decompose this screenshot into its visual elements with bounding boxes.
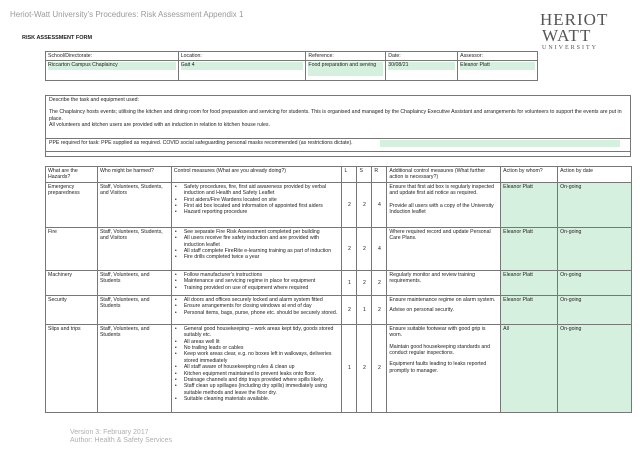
control-item: • First aid box located and information of appointed first aiders [174,203,340,209]
control-item: • All staff aware of housekeeping rules & clean up [174,364,340,370]
control-item: • Follow manufacturer's instructions [174,272,340,278]
by-cell[interactable]: Eleanor Platt [501,182,558,227]
task-description-text: The Chaplaincy hosts events; utilising the kitchen and dining room for food preparation and servicing for students. This is organised and managed by the Chaplaincy Executive Assistant and arrangements for volunteers to support the events are put in place. [49,109,622,122]
value-assessor[interactable] [458,61,538,81]
additional-cell [387,227,501,270]
header-additional: Additional control measures (What further action is necessary?) [387,167,501,183]
ppe-text: PPE required for task: PPE supplied as required. COVID social safeguarding personal masks recommended (as restrictions dictate). [49,140,353,146]
s-cell: 2 [357,227,372,270]
school-field[interactable]: Riccarton Campus Chaplaincy [48,62,176,70]
control-item: • All doors and offices securely locked and alarm system fitted [174,297,340,303]
value-reference[interactable] [306,61,386,81]
control-item: • All areas well lit [174,339,340,345]
hazard-cell: Emergency preparedness [46,182,98,227]
ppe-field[interactable] [380,140,620,147]
header-l: L [342,167,357,183]
label-assessor: Assessor: [458,52,538,61]
control-item: • Keep work areas clear, e.g. no boxes left in walkways, deliveries stored immediately [174,351,340,364]
who-cell: Staff, Volunteers, Students, and Visitors [97,182,171,227]
footer-author: Author: Health & Safety Services [70,437,172,444]
label-reference: Reference: [306,52,386,61]
risk-table [45,166,632,413]
heriot-watt-logo [540,12,632,52]
date-cell[interactable]: On-going [558,324,632,412]
date-cell[interactable]: On-going [558,227,632,270]
s-cell: 2 [357,182,372,227]
logo-line-2: WATT [542,26,592,45]
s-cell: 1 [357,295,372,324]
hazard-cell: Slips and trips [46,324,98,412]
l-cell: 1 [342,324,357,412]
logo-line-1: HERIOT [540,10,609,29]
table-row [46,227,632,270]
form-title: RISK ASSESSMENT FORM [22,35,93,41]
document-footer [70,429,172,445]
control-item: • Personal items, bags, purse, phone etc. should be securely stored. [174,310,340,316]
l-cell: 1 [342,270,357,295]
control-item: • Suitable cleaning materials available. [174,396,340,402]
control-item: • Kitchen equipment maintained to prevent leaks onto floor. [174,371,340,377]
r-cell: 4 [372,182,387,227]
table-row [46,324,632,412]
additional-item: Ensure that first aid box is regularly inspected and update first aid notice as required. [389,183,495,197]
l-cell: 2 [342,295,357,324]
controls-cell [171,182,342,227]
who-cell: Staff, Volunteers, and Students [97,295,171,324]
table-row [46,295,632,324]
who-cell: Staff, Volunteers, and Students [97,270,171,295]
control-item: • Safety procedures, fire, first aid awareness provided by verbal induction and Health and Safety Leaflet [174,184,340,197]
additional-cell [387,182,501,227]
date-cell[interactable]: On-going [558,270,632,295]
date-cell[interactable]: On-going [558,295,632,324]
document-header: Heriot-Watt University’s Procedures: Risk Assessment Appendix 1 [10,10,244,19]
control-item: • General good housekeeping – work areas kept tidy, goods stored suitably etc. [174,326,340,339]
logo-line-3: UNIVERSITY [542,45,598,51]
control-item: • Training provided on use of equipment where required [174,285,340,291]
r-cell: 2 [372,295,387,324]
header-s: S [357,167,372,183]
header-hazards: What are the Hazards? [46,167,98,183]
control-item: • Maintenance and servicing regime in place for equipment [174,278,340,284]
control-item: • All users receive fire safety induction and are provided with induction leaflet [174,235,340,248]
additional-cell [387,295,501,324]
label-school: School/Directorate: [46,52,179,61]
additional-item: Provide all users with a copy of the University Induction leaflet [389,202,494,216]
s-cell: 2 [357,324,372,412]
l-cell: 2 [342,182,357,227]
by-cell[interactable]: Eleanor Platt [501,270,558,295]
meta-table [45,51,538,81]
hazard-cell: Machinery [46,270,98,295]
controls-cell [171,295,342,324]
hazard-cell: Security [46,295,98,324]
value-location[interactable] [178,61,306,81]
additional-cell [387,270,501,295]
who-cell: Staff, Volunteers, Students, and Visitors [97,227,171,270]
by-cell[interactable]: All [501,324,558,412]
control-item: • First aiders/Fire Wardens located on site [174,197,340,203]
location-field[interactable]: Gait 4 [181,62,304,70]
additional-item: Equipment faults leading to leaks reported promptly to manager. [389,361,487,374]
by-cell[interactable]: Eleanor Platt [501,295,558,324]
header-controls: Control measures (What are you already doing?) [171,167,342,183]
who-cell: Staff, Volunteers, and Students [97,324,171,412]
header-who: Who might be harmed? [97,167,171,183]
controls-cell [171,270,342,295]
header-r: R [372,167,387,183]
induction-text: All volunteers and kitchen users are provided with an induction in relation to kitchen house rules. [49,122,270,129]
control-item: • All staff complete FireRite e-learning training as part of induction [174,248,340,254]
control-item: • Fire drills completed twice a year [174,254,340,260]
value-school[interactable] [46,61,179,81]
l-cell: 2 [342,227,357,270]
r-cell: 2 [372,324,387,412]
date-field[interactable]: 30/08/21 [388,62,455,70]
control-item: • Hazard reporting procedure [174,209,340,215]
s-cell: 2 [357,270,372,295]
control-item: • Drainage channels and drip trays provided where spills likely. [174,377,340,383]
assessor-field[interactable]: Eleanor Platt [460,62,535,70]
additional-item: Advise on personal security. [389,307,454,314]
reference-field[interactable]: Food preparation and serving [308,62,383,76]
control-item: • No trailing leads or cables [174,345,340,351]
label-date: Date: [386,52,458,61]
additional-item: Maintain good housekeeping standards and conduct regular inspections. [389,343,491,357]
header-by: Action by whom? [501,167,558,183]
control-item: • Ensure arrangements for closing windows at end of day [174,303,340,309]
date-cell[interactable]: On-going [558,182,632,227]
additional-cell [387,324,501,412]
by-cell[interactable]: Eleanor Platt [501,227,558,270]
control-item: • See separate Fire Risk Assessment completed per building [174,229,340,235]
additional-item: Ensure suitable footwear with good grip is worn. [389,325,486,339]
table-row [46,270,632,295]
r-cell: 4 [372,227,387,270]
control-item: • Staff clean up spillages (including dry spills) immediately using suitable methods and leave the floor dry. [174,383,340,396]
additional-item: Regularly monitor and review training requirements. [389,271,476,285]
footer-version: Version 3: February 2017 [70,429,149,436]
ppe-box [45,138,631,152]
value-date[interactable] [386,61,458,81]
additional-item: Where required record and update Personal Care Plans. [389,228,491,242]
task-description-label: Describe the task and equipment used: [49,97,139,103]
controls-cell [171,227,342,270]
additional-item: Ensure maintenance regime on alarm system. [389,296,496,303]
hazard-cell: Fire [46,227,98,270]
r-cell: 2 [372,270,387,295]
header-date: Action by date [558,167,632,183]
label-location: Location: [178,52,306,61]
controls-cell [171,324,342,412]
table-row [46,182,632,227]
